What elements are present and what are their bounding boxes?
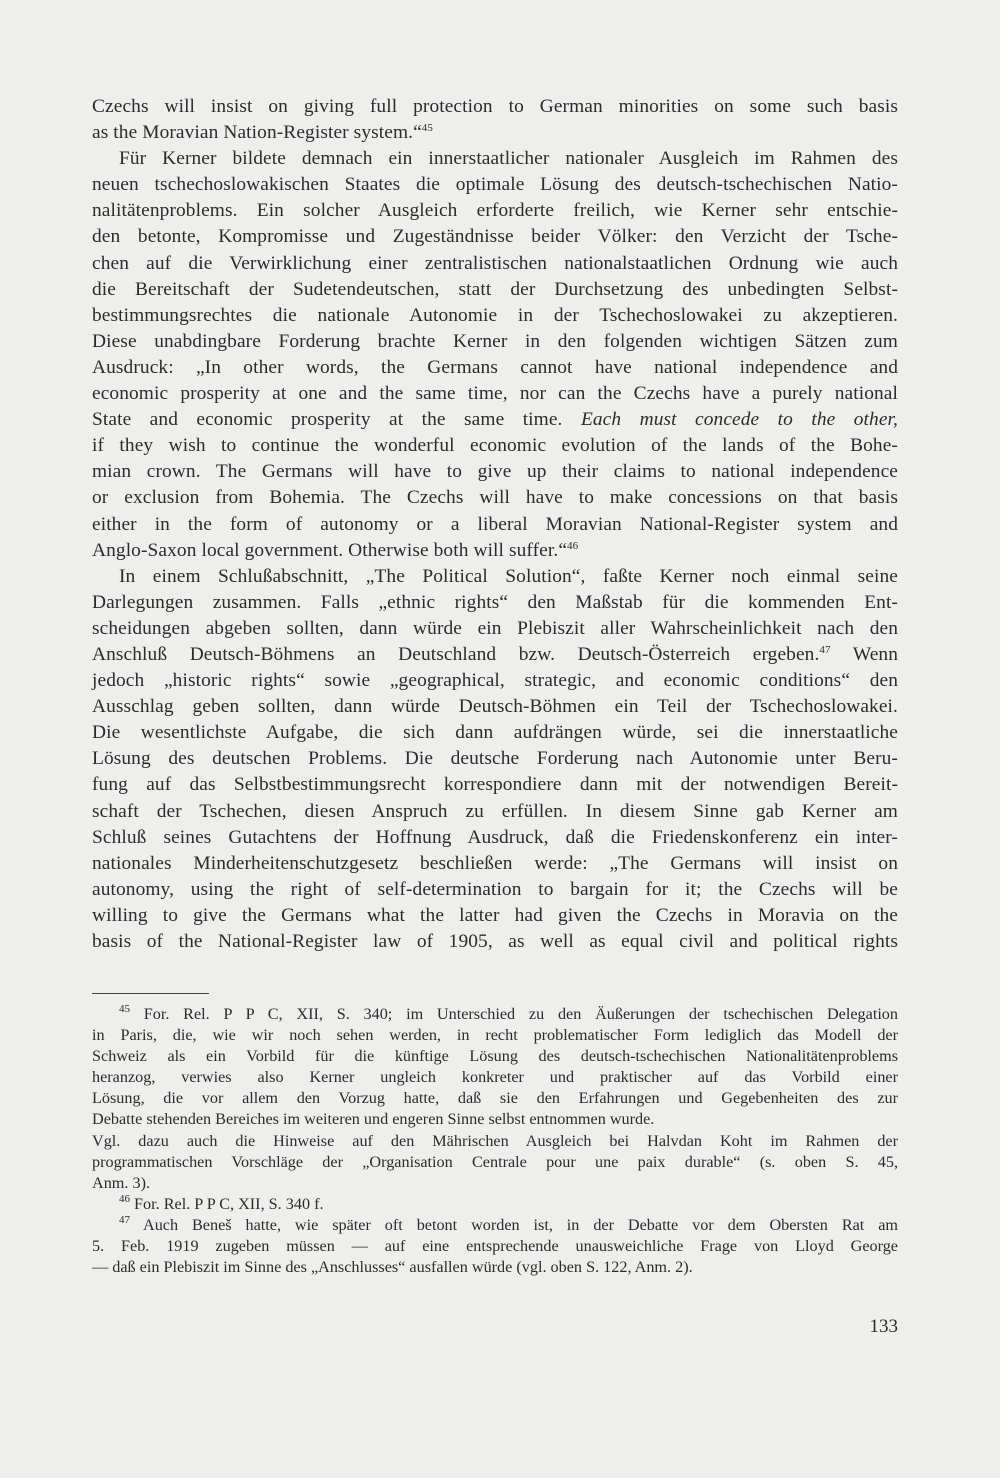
footnote-reference: 45: [421, 122, 433, 135]
footnote-reference: 47: [819, 643, 831, 656]
text-line: [92, 172, 898, 198]
line-text-continued: Wenn: [830, 643, 899, 665]
line-text: mian crown. The Germans will have to give up their claims to national independence: [92, 461, 898, 483]
text-line: [92, 694, 898, 720]
line-text: schaft der Tschechen, diesen Anspruch zu erfüllen. In diesem Sinne gab Kerner am: [92, 800, 898, 822]
text-line: [92, 668, 898, 694]
text-line: [92, 851, 898, 877]
text-line: [92, 720, 898, 746]
line-text: Schluß seines Gutachtens der Hoffnung Ausdruck, daß die Friedenskonferenz ein inter-: [92, 826, 898, 848]
line-text: Anm. 3).: [92, 1173, 150, 1192]
text-line: [92, 329, 898, 355]
line-text: Lösung des deutschen Problems. Die deutsche Forderung nach Autonomie unter Beru-: [92, 748, 898, 770]
footnote-line: [92, 1236, 898, 1257]
footnote-line: [92, 1088, 898, 1109]
text-line: [92, 772, 898, 798]
line-text: nalitätenproblems. Ein solcher Ausgleich erforderte freilich, wie Kerner sehr entschie-: [92, 200, 898, 222]
text-line: [92, 459, 898, 485]
text-line: [92, 616, 898, 642]
text-line: [92, 433, 898, 459]
line-text: Ausschlag geben sollten, dann würde Deutsch-Böhmen ein Teil der Tschechoslowakei.: [92, 696, 898, 718]
line-text: In einem Schlußabschnitt, „The Political Solution“, faßte Kerner noch einmal seine: [119, 565, 898, 587]
line-text: either in the form of autonomy or a liberal Moravian National-Register system and: [92, 513, 898, 535]
line-text: neuen tschechoslowakischen Staates die optimale Lösung des deutsch-tschechischen Natio-: [92, 174, 898, 196]
text-line: [92, 146, 898, 172]
line-text: Debatte stehenden Bereiches im weiteren und engeren Sinne selbst entnommen wurde.: [92, 1110, 655, 1129]
line-text: willing to give the Germans what the latter had given the Czechs in Moravia on the: [92, 904, 898, 926]
text-line: [92, 877, 898, 903]
line-text: — daß ein Plebiszit im Sinne des „Anschlusses“ ausfallen würde (vgl. oben S. 122, Anm. 2).: [92, 1258, 693, 1277]
line-text: as the Moravian Nation-Register system.“: [92, 122, 422, 144]
line-text: or exclusion from Bohemia. The Czechs will have to make concessions on that basis: [92, 487, 898, 509]
line-text: Lösung, die vor allem den Vorzug hatte, daß sie den Erfahrungen und Gegebenheiten des zur: [92, 1089, 898, 1108]
line-text: programmatischen Vorschläge der „Organisation Centrale pour une paix durable“ (s. oben S. 45,: [92, 1152, 898, 1171]
text-line: [92, 825, 898, 851]
footnote-line: [92, 1046, 898, 1067]
text-line: [92, 512, 898, 538]
text-line: [92, 642, 898, 668]
line-text: Anglo-Saxon local government. Otherwise both will suffer.“: [92, 539, 568, 561]
line-text: die Bereitschaft der Sudetendeutschen, statt der Durchsetzung des unbedingten Selbst-: [92, 278, 898, 300]
line-text: heranzog, verwies also Kerner ungleich konkreter und praktischer auf das Vorbild einer: [92, 1068, 898, 1087]
text-line: [92, 799, 898, 825]
text-line: [92, 564, 898, 590]
line-text: fung auf das Selbstbestimmungsrecht korrespondiere dann mit der notwendigen Bereit-: [92, 774, 898, 796]
line-text: Ausdruck: „In other words, the Germans cannot have national independence and: [92, 356, 898, 378]
footnote-line: [92, 1257, 898, 1278]
line-text: Auch Beneš hatte, wie später oft betont worden ist, in der Debatte vor dem Obersten Rat am: [130, 1215, 898, 1234]
footnote-marker: 47: [119, 1213, 130, 1226]
footnote-separator: [92, 993, 209, 994]
line-text: Darlegungen zusammen. Falls „ethnic rights“ den Maßstab für die kommenden Ent-: [92, 591, 898, 613]
footnote-reference: 46: [567, 539, 579, 552]
line-text: Für Kerner bildete demnach ein innerstaatlicher nationaler Ausgleich im Rahmen des: [119, 148, 898, 170]
text-line: [92, 381, 898, 407]
line-text: den betonte, Kompromisse und Zugeständnisse beider Völker: den Verzicht der Tsche-: [92, 226, 898, 248]
text-line: [92, 485, 898, 511]
line-text: chen auf die Verwirklichung einer zentralistischen nationalstaatlichen Ordnung wie auch: [92, 252, 898, 274]
line-text: scheidungen abgeben sollten, dann würde ein Plebiszit aller Wahrscheinlichkeit nach den: [92, 617, 898, 639]
line-text: Anschluß Deutsch-Böhmens an Deutschland bzw. Deutsch-Österreich ergeben.: [92, 643, 820, 665]
text-line: [92, 120, 898, 146]
line-text: nationales Minderheitenschutzgesetz beschließen werde: „The Germans will insist on: [92, 852, 898, 874]
text-line: [92, 590, 898, 616]
line-text: bestimmungsrechtes die nationale Autonomie in der Tschechoslowakei zu akzeptieren.: [92, 304, 898, 326]
line-text: Schweiz als ein Vorbild für die künftige Lösung des deutsch-tschechischen Nationalitätenproblems: [92, 1047, 898, 1066]
text-line: [92, 746, 898, 772]
line-text: For. Rel. P P C, XII, S. 340; im Unterschied zu den Äußerungen der tschechischen Delegation: [130, 1005, 898, 1023]
text-line: [92, 355, 898, 381]
body-text: [92, 94, 898, 955]
footnote-line: [92, 1173, 898, 1194]
line-text: For. Rel. P P C, XII, S. 340 f.: [130, 1194, 324, 1213]
line-text: Vgl. dazu auch die Hinweise auf den Mährischen Ausgleich bei Halvdan Koht im Rahmen der: [92, 1131, 898, 1150]
line-text: jedoch „historic rights“ sowie „geographical, strategic, and economic conditions“ den: [92, 670, 898, 692]
text-line: [92, 94, 898, 120]
footnote-line: [92, 1194, 898, 1215]
line-text: State and economic prosperity at the same time.: [92, 409, 563, 431]
text-line: [92, 929, 898, 955]
footnote-line: [92, 1067, 898, 1088]
line-text: basis of the National-Register law of 1905, as well as equal civil and political rights: [92, 931, 898, 952]
line-text: economic prosperity at one and the same time, nor can the Czechs have a purely national: [92, 383, 898, 405]
text-line: [92, 277, 898, 303]
line-text: 5. Feb. 1919 zugeben müssen — auf eine entsprechende unausweichliche Frage von Lloyd George: [92, 1237, 898, 1256]
text-line: [92, 407, 898, 433]
footnote-line: [92, 1109, 898, 1130]
text-line: [92, 303, 898, 329]
page-number: 133: [869, 1316, 898, 1337]
line-text: Diese unabdingbare Forderung brachte Kerner in den folgenden wichtigen Sätzen zum: [92, 330, 898, 352]
text-line: [92, 224, 898, 250]
footnotes: [92, 1004, 898, 1278]
footnote-line: [92, 1215, 898, 1236]
footnote-line: [92, 1004, 898, 1025]
line-text: Die wesentlichste Aufgabe, die sich dann aufdrängen würde, sei die innerstaatliche: [92, 722, 898, 744]
text-line: [92, 251, 898, 277]
text-line: [92, 538, 898, 564]
footnote-marker: 45: [119, 1003, 130, 1015]
footnote-line: [92, 1152, 898, 1173]
line-text: autonomy, using the right of self-determination to bargain for it; the Czechs will be: [92, 878, 898, 900]
footnote-marker: 46: [119, 1192, 130, 1205]
text-line: [92, 198, 898, 224]
line-text: Czechs will insist on giving full protection to German minorities on some such basis: [92, 96, 898, 117]
footnote-line: [92, 1025, 898, 1046]
line-text: in Paris, die, wie wir noch sehen werden, in recht problematischer Form lediglich das Modell der: [92, 1026, 898, 1045]
emphasized-text: Each must concede to the other,: [580, 409, 898, 431]
line-text: if they wish to continue the wonderful economic evolution of the lands of the Bohe-: [92, 435, 898, 457]
footnote-line: [92, 1131, 898, 1152]
text-line: [92, 903, 898, 929]
